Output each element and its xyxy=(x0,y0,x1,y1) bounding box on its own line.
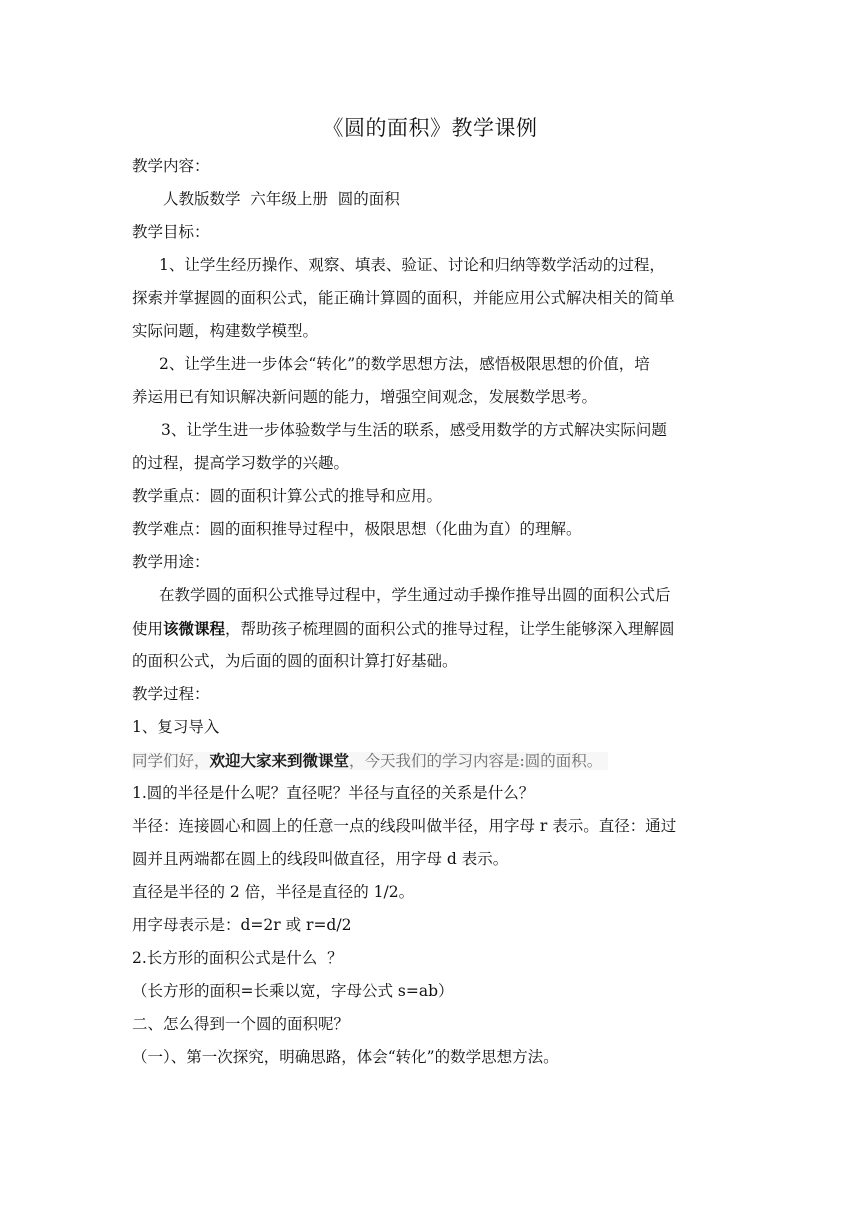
difficulty: 教学难点：圆的面积推导过程中，极限思想（化曲为直）的理解。 xyxy=(132,520,582,538)
usage-line-2 xyxy=(132,612,732,645)
radius-line-1: 半径：连接圆心和圆上的任意一点的线段叫做半径，用字母 r 表示。直径：通过 xyxy=(132,817,677,835)
question-2: 2.长方形的面积公式是什么 ？ xyxy=(132,949,343,967)
goal-1-line-1: 1、让学生经历操作、观察、填表、验证、讨论和归纳等数学活动的过程， xyxy=(159,256,665,274)
explore-1: （一）、第一次探究，明确思路，体会“转化”的数学思想方法。 xyxy=(132,1048,559,1066)
letters-line: 用字母表示是：d=2r 或 r=d/2 xyxy=(132,916,352,934)
usage-line-2-pre: 使用 xyxy=(132,620,164,638)
greeting-line xyxy=(132,744,732,777)
usage-line-1: 在教学圆的面积公式推导过程中，学生通过动手操作推导出圆的面积公式后 xyxy=(159,586,671,604)
document-title: 《圆的面积》教学课例 xyxy=(322,116,538,140)
radius-line-2: 圆并且两端都在圆上的线段叫做直径，用字母 d 表示。 xyxy=(132,850,509,868)
key-point: 教学重点：圆的面积计算公式的推导和应用。 xyxy=(132,487,443,505)
rect-formula: （长方形的面积=长乘以宽，字母公式 s=ab） xyxy=(132,982,454,1000)
step-1-heading: 1、复习导入 xyxy=(132,718,220,736)
goal-3-line-1: 3、让学生进一步体验数学与生活的联系，感受用数学的方式解决实际问题 xyxy=(161,421,667,439)
greeting-highlight xyxy=(132,752,608,770)
question-1: 1.圆的半径是什么呢？直径呢？半径与直径的关系是什么？ xyxy=(132,784,535,802)
usage-line-2-post: ，帮助孩子梳理圆的面积公式的推导过程，让学生能够深入理解圆 xyxy=(225,620,675,638)
goal-1-line-2: 探索并掌握圆的面积公式，能正确计算圆的面积，并能应用公式解决相关的简单 xyxy=(132,289,675,307)
process-heading: 教学过程： xyxy=(132,685,210,703)
usage-line-2-bold: 该微课程 xyxy=(163,619,226,638)
relation-line: 直径是半径的 2 倍，半径是直径的 1/2。 xyxy=(132,883,415,901)
usage-line-3: 的面积公式，为后面的圆的面积计算打好基础。 xyxy=(132,652,458,670)
usage-heading: 教学用途： xyxy=(132,553,210,571)
content-heading: 教学内容： xyxy=(132,157,210,175)
greeting-pre: 同学们好， xyxy=(132,752,210,770)
goal-3-line-2: 的过程，提高学习数学的兴趣。 xyxy=(132,454,350,472)
part-2-heading: 二、怎么得到一个圆的面积呢？ xyxy=(132,1015,350,1033)
document-body xyxy=(132,150,732,1074)
greeting-bold: 欢迎大家来到微课堂 xyxy=(209,751,350,770)
goal-2-line-1: 2、让学生进一步体会“转化”的数学思想方法，感悟极限思想的价值，培 xyxy=(159,355,650,373)
greeting-post: ，今天我们的学习内容是:圆的面积。 xyxy=(349,752,603,770)
goal-1-line-3: 实际问题，构建数学模型。 xyxy=(132,322,319,340)
content-text: 人教版数学 六年级上册 圆的面积 xyxy=(163,190,400,208)
goals-heading: 教学目标： xyxy=(132,223,210,241)
goal-2-line-2: 养运用已有知识解决新问题的能力，增强空间观念，发展数学思考。 xyxy=(132,388,598,406)
